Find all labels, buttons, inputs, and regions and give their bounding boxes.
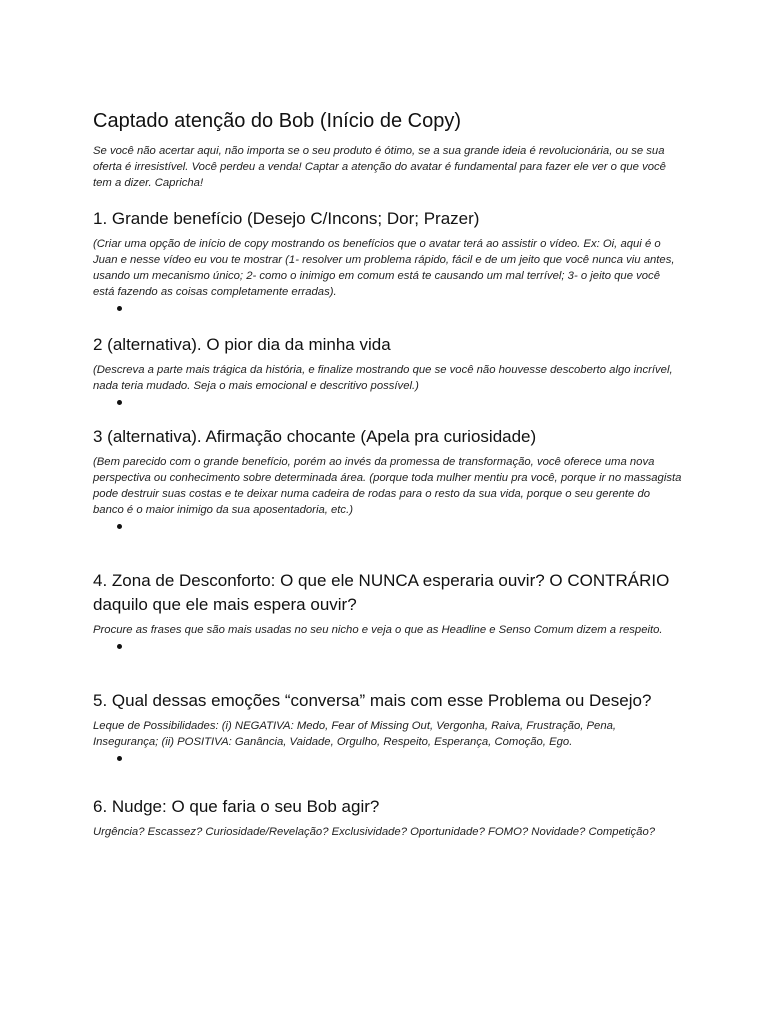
empty-bullet [93,750,683,766]
empty-bullet [93,394,683,410]
section-3 [93,425,683,534]
section-3-text: (Bem parecido com o grande benefício, porém ao invés da promessa de transformação, você oferece uma nova perspectiva ou conhecimento sobre determinada área. (porque toda mulher mentiu pra você, porque ir no massagista pode destruir suas costas e te deixar numa cadeira de rodas para o resto da sua vida, porque o seu gerente do banco é o maior inimigo da sua aposentadoria, etc.) [93,456,682,516]
section-2-text: (Descreva a parte mais trágica da história, e finalize mostrando que se você não houvesse descoberto algo incrível, nada teria mudado. Seja o mais emocional e descritivo possível.) [93,364,673,392]
bullet-dot-icon [117,524,122,529]
section-2-heading: 2 (alternativa). O pior dia da minha vida [93,335,391,354]
section-1-heading: 1. Grande benefício (Desejo C/Incons; Dor; Prazer) [93,209,480,228]
section-6 [93,795,683,840]
section-1 [93,207,683,316]
document-page [93,108,683,840]
document-title: Captado atenção do Bob (Início de Copy) [93,110,462,132]
section-6-heading: 6. Nudge: O que faria o seu Bob agir? [93,797,380,816]
bullet-dot-icon [117,756,122,761]
bullet-dot-icon [117,306,122,311]
empty-bullet [93,638,683,654]
section-4-heading: 4. Zona de Desconforto: O que ele NUNCA esperaria ouvir? O CONTRÁRIO daquilo que ele mais espera ouvir? [93,571,670,614]
section-5-heading: 5. Qual dessas emoções “conversa” mais com esse Problema ou Desejo? [93,691,652,710]
bullet-dot-icon [117,400,122,405]
section-5-text: Leque de Possibilidades: (i) NEGATIVA: Medo, Fear of Missing Out, Vergonha, Raiva, Frustração, Pena, Insegurança; (ii) POSITIVA: Ganância, Vaidade, Orgulho, Respeito, Esperança, Comoção, Ego. [93,720,617,748]
empty-bullet [93,518,683,534]
intro-text: Se você não acertar aqui, não importa se o seu produto é ótimo, se a sua grande ideia é revolucionária, ou se sua oferta é irresistível. Você perdeu a venda! Captar a atenção do avatar é fundamental para fazer ele ver o que você tem a dizer. Capricha! [93,145,666,189]
bullet-dot-icon [117,644,122,649]
section-3-heading: 3 (alternativa). Afirmação chocante (Apela pra curiosidade) [93,427,537,446]
section-4 [93,569,683,654]
section-1-text: (Criar uma opção de início de copy mostrando os benefícios que o avatar terá ao assistir o vídeo. Ex: Oi, aqui é o Juan e nesse vídeo eu vou te mostrar (1- resolver um problema rápido, fácil e de um jeito que você nunca viu antes, usando um mecanismo único; 2- como o inimigo em comum está te causando um mal terrível; 3- o jeito que você está fazendo as coisas completamente erradas). [93,238,675,298]
section-6-text: Urgência? Escassez? Curiosidade/Revelação? Exclusividade? Oportunidade? FOMO? Novidade? Competição? [93,826,656,838]
section-5 [93,689,683,766]
empty-bullet [93,300,683,316]
section-2 [93,333,683,410]
section-4-text: Procure as frases que são mais usadas no seu nicho e veja o que as Headline e Senso Comum dizem a respeito. [93,624,663,636]
